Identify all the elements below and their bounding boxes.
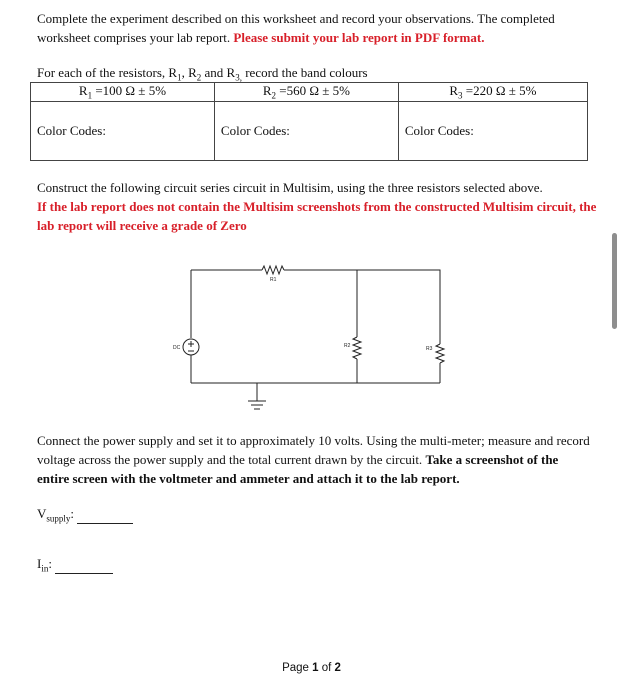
construct-text: Construct the following circuit series circuit in Multisim, using the three resistors selected above. (37, 180, 543, 195)
resistor-prompt-part: For each of the resistors, R (37, 65, 178, 80)
iin-blank[interactable] (55, 554, 113, 574)
resistor-prompt-sub: 3, (235, 72, 242, 83)
footer-page-number: 1 (312, 662, 319, 674)
vsupply-sub: supply (46, 513, 71, 524)
wire-top-right (284, 270, 440, 344)
resistor-prompt-part: , R (181, 65, 197, 80)
resistor-prompt-part: record the band colours (241, 65, 368, 80)
vsupply-colon: : (70, 506, 75, 521)
footer-text: of (318, 662, 335, 674)
footer-page-total: 2 (334, 662, 341, 674)
vsupply-label: V (37, 506, 47, 521)
iin-colon: : (48, 556, 52, 571)
resistor-r3-symbol (436, 344, 444, 363)
resistor-r2-symbol (353, 337, 361, 359)
label-r2: R2 (344, 343, 351, 349)
intro-text: Complete the experiment described on this worksheet and record your observations. The completed worksheet comprises your lab report. (37, 11, 555, 45)
header-r3: $R_3 =220$ Ω ± 5% (398, 83, 587, 102)
header-r1: $R_1 =100$ Ω ± 5% (31, 83, 215, 102)
resistor-prompt-sub: 1 (177, 72, 182, 83)
label-r3: R3 (426, 346, 433, 352)
resistor-prompt-part: and R (201, 65, 236, 80)
label-r1: R1 (270, 277, 277, 283)
page-footer (0, 662, 623, 674)
iin-sub: in (41, 563, 49, 574)
intro-pdf-instruction: Please submit your lab report in PDF format. (233, 30, 485, 45)
construct-warning: If the lab report does not contain the Multisim screenshots from the constructed Multisim circuit, the lab report will receive a grade of Zero (37, 199, 597, 233)
iin-label: I (37, 556, 42, 571)
resistor-r1-symbol (262, 266, 284, 274)
vertical-scrollbar[interactable] (612, 233, 617, 329)
vsupply-blank[interactable] (77, 504, 133, 524)
iin-field (37, 554, 113, 579)
connect-screenshot-instruction: Take a screenshot of the entire screen with the voltmeter and ammeter and attach it to the lab report. (37, 452, 559, 486)
header-r2: $R_2 =560$ Ω ± 5% (214, 83, 398, 102)
footer-text: Page (282, 662, 313, 674)
connect-paragraph (37, 431, 592, 488)
color-codes-label: Color Codes: (404, 123, 474, 138)
color-codes-label: Color Codes: (220, 123, 290, 138)
label-dc: DC (173, 345, 181, 351)
connect-text: Connect the power supply and set it to approximately 10 volts. Using the multi-meter; measure and record voltage across the power supply and the total current drawn by the circuit. (37, 433, 590, 467)
color-codes-label: Color Codes: (37, 123, 106, 138)
resistor-prompt-sub: 2 (196, 72, 202, 83)
vsupply-field (37, 504, 133, 529)
